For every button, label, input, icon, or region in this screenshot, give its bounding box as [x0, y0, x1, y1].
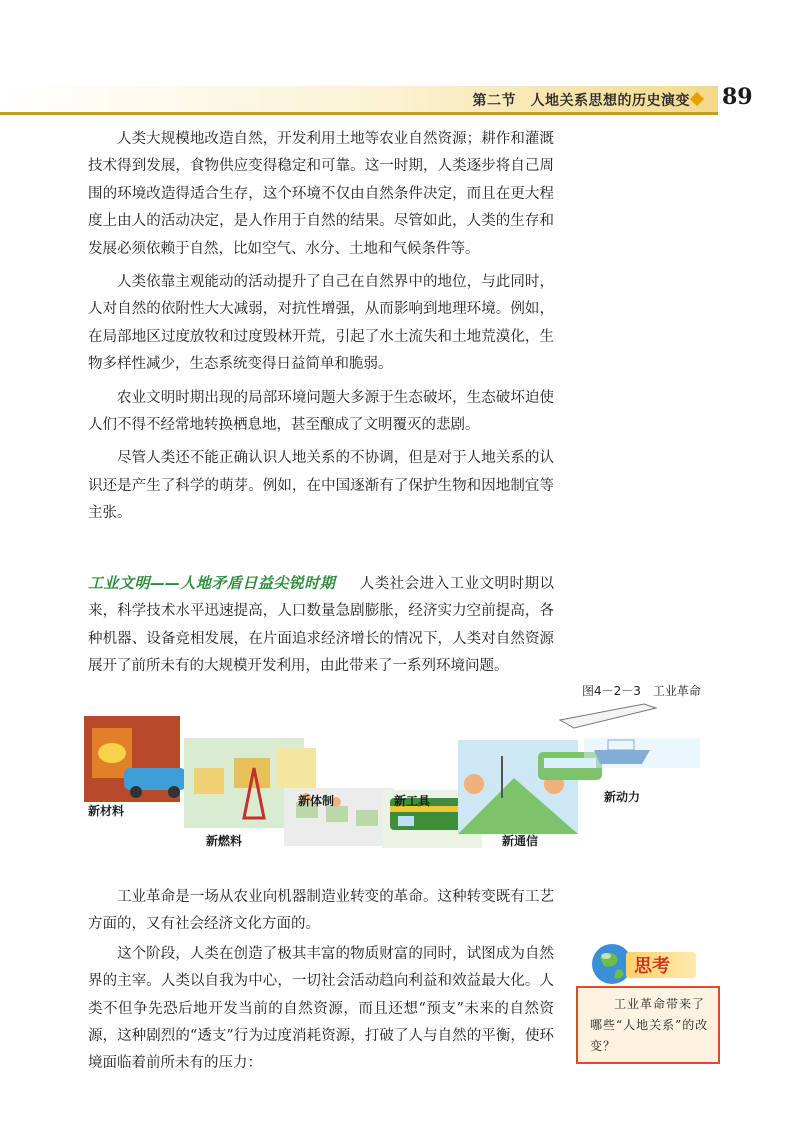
car-wheel	[130, 786, 142, 798]
section-paragraph	[88, 570, 554, 681]
section-text: 人类社会进入工业文明时期以来，科学技术水平迅速提高，人口数量急剧膨胀，经济实力空前提高，各种机器、设备竞相发展，在片面追求经济增长的情况下，人类对自然资源展开了前所未有的大规模开发利用，由此带来了一系列环境问题。	[88, 576, 554, 675]
car-wheel	[168, 786, 180, 798]
figure-caption: 图4－2－3 工业革命	[582, 684, 701, 698]
page-number: 89	[722, 84, 753, 110]
person-phone	[464, 774, 484, 794]
label-new-power: 新动力	[604, 790, 641, 804]
think-question: 工业革命带来了哪些“人地关系”的改变？	[590, 997, 709, 1053]
label-new-materials: 新材料	[88, 804, 125, 818]
header-divider	[0, 112, 718, 115]
label-new-fuel: 新燃料	[206, 834, 243, 848]
sea	[584, 738, 700, 768]
building	[276, 748, 316, 788]
paragraph: 人类依靠主观能动的活动提升了自己在自然界中的地位，与此同时，人对自然的依附性大大减弱，对抗性增强，从而影响到地理环境。例如，在局部地区过度放牧和过度毁林开荒，引起了水土流失和土地荒漠化，生物多样性减少，生态系统变得日益简单和脆弱。	[88, 274, 554, 373]
label-new-communication: 新通信	[502, 834, 539, 848]
molten-metal	[98, 743, 126, 763]
building	[194, 768, 224, 794]
section-industrial	[88, 570, 554, 681]
label-new-tools: 新工具	[394, 794, 431, 808]
industrial-revolution-figure	[84, 698, 700, 850]
paragraph: 这个阶段，人类在创造了极其丰富的物质财富的同时，试图成为自然界的主宰。人类以自我为中心，一切社会活动趋向利益和效益最大化。人类不但争先恐后地开发当前的自然资源，而且还想“预支”未来的自然资源，这种剧烈的“透支”行为过度消耗资源，打破了人与自然的平衡，使环境面临着前所未有的压力：	[88, 945, 554, 1072]
body-text-top	[88, 126, 554, 528]
section-heading: 工业文明——人地矛盾日益尖锐时期	[88, 574, 336, 592]
label-new-system: 新体制	[298, 794, 335, 808]
train-window	[398, 816, 414, 826]
paragraph: 尽管人类还不能正确认识人地关系的不协调，但是对于人地关系的认识还是产生了科学的萌芽。例如，在中国逐渐有了保护生物和因地制宜等主张。	[88, 450, 554, 522]
header-section-title: 第二节 人地关系思想的历史演变	[472, 93, 690, 109]
paragraph: 农业文明时期出现的局部环境问题大多源于生态破坏，生态破坏迫使人们不得不经常地转换栖息地，甚至酿成了文明覆灭的悲剧。	[88, 389, 554, 434]
desk	[356, 810, 378, 826]
paragraph: 人类大规模地改造自然，开发利用土地等农业自然资源；耕作和灌溉技术得到发展，食物供应变得稳定和可靠。这一时期，人类逐步将自己周围的环境改造得适合生存，这个环境不仅由自然条件决定，而且在更大程度上由人的活动决定，是人作用于自然的结果。尽管如此，人类的生存和发展必须依赖于自然，比如空气、水分、土地和气候条件等。	[88, 131, 554, 257]
airplane	[560, 704, 656, 728]
paragraph: 工业革命是一场从农业向机器制造业转变的革命。这种转变既有工艺方面的，又有社会经济文化方面的。	[88, 889, 554, 933]
think-title: 思考	[634, 956, 670, 977]
figure-illustration	[84, 698, 700, 850]
body-text-bottom	[88, 884, 554, 1078]
